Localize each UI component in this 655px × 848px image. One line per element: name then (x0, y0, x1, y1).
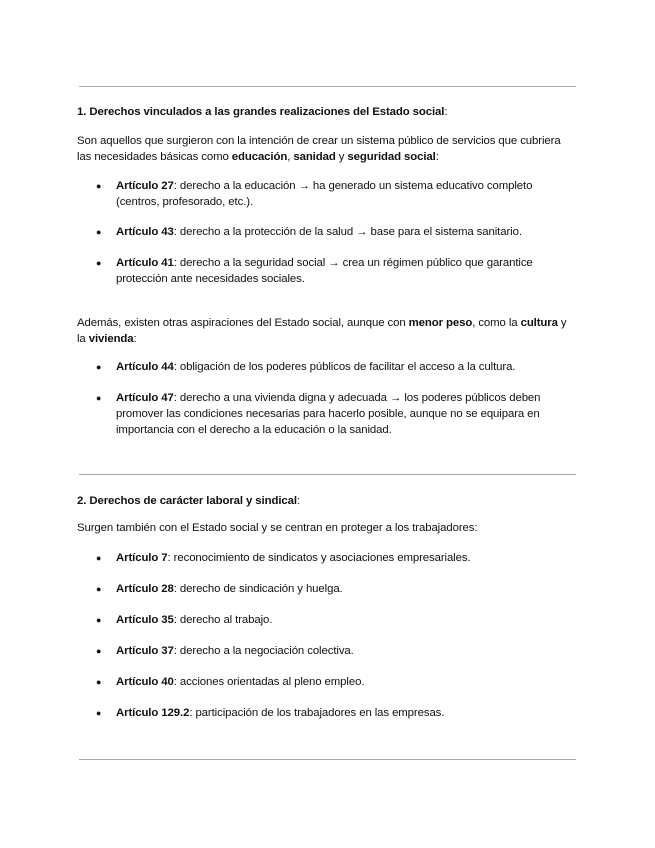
extra-text: Además, existen otras aspiraciones del Estado social, aunque con (77, 317, 409, 329)
term-sanidad: sanidad (293, 151, 336, 163)
section-1-extra (77, 315, 577, 347)
list-item (96, 390, 566, 438)
article-description: : derecho a la seguridad social → crea un régimen público que garantice protección ante necesidades sociales. (116, 257, 533, 285)
article-description: : derecho de sindicación y huelga. (173, 583, 343, 595)
list-item (96, 224, 566, 240)
article-label: Artículo 129.2 (116, 707, 190, 719)
article-description: : participación de los trabajadores en las empresas. (189, 707, 445, 719)
list-item (96, 359, 566, 375)
section-2-intro: Surgen también con el Estado social y se centran en proteger a los trabajadores: (77, 522, 478, 534)
extra-separator: , como la (472, 317, 521, 329)
term-vivienda: vivienda (88, 333, 134, 345)
intro-colon: : (435, 151, 439, 163)
term-educacion: educación (231, 151, 288, 163)
section-1-heading (77, 104, 577, 120)
list-item-text (116, 674, 566, 690)
list-item (96, 255, 566, 287)
article-label: Artículo 41 (116, 257, 174, 269)
article-label: Artículo 28 (116, 583, 174, 595)
list-item (96, 612, 566, 628)
list-item-text (116, 390, 566, 438)
section-1-intro (77, 133, 577, 165)
horizontal-rule-top (79, 86, 576, 87)
bullet-icon: ● (96, 362, 102, 372)
bullet-icon: ● (96, 227, 102, 237)
article-description: : derecho a la protección de la salud → base para el sistema sanitario. (173, 226, 522, 238)
list-item-text (116, 359, 566, 375)
section-2-heading-text: 2. Derechos de carácter laboral y sindical (77, 495, 297, 507)
article-label: Artículo 47 (116, 392, 174, 404)
term-seguridad-social: seguridad social (347, 151, 436, 163)
bullet-icon: ● (96, 553, 102, 563)
article-label: Artículo 7 (116, 552, 168, 564)
list-item-text (116, 643, 566, 659)
bullet-icon: ● (96, 615, 102, 625)
term-cultura: cultura (520, 317, 558, 329)
extra-separator: y la (77, 317, 567, 345)
list-item-text (116, 255, 566, 287)
bullet-icon: ● (96, 258, 102, 268)
bullet-icon: ● (96, 708, 102, 718)
article-label: Artículo 40 (116, 676, 174, 688)
list-item-text (116, 612, 566, 628)
article-description: : acciones orientadas al pleno empleo. (173, 676, 365, 688)
term-menor-peso: menor peso (408, 317, 473, 329)
list-item-text (116, 581, 566, 597)
list-item (96, 643, 566, 659)
article-description: : obligación de los poderes públicos de facilitar el acceso a la cultura. (173, 361, 516, 373)
article-description: : reconocimiento de sindicatos y asociaciones empresariales. (167, 552, 471, 564)
article-description: : derecho a la educación → ha generado un sistema educativo completo (centros, profesorado, etc.). (116, 180, 533, 208)
bullet-icon: ● (96, 181, 102, 191)
list-item-text (116, 224, 566, 240)
article-label: Artículo 44 (116, 361, 174, 373)
list-item (96, 581, 566, 597)
list-item (96, 674, 566, 690)
section-2-heading (77, 493, 577, 509)
horizontal-rule-middle (79, 474, 576, 475)
bullet-icon: ● (96, 393, 102, 403)
section-1-heading-text: 1. Derechos vinculados a las grandes realizaciones del Estado social (77, 106, 445, 118)
list-item (96, 550, 566, 566)
article-label: Artículo 43 (116, 226, 174, 238)
bullet-icon: ● (96, 677, 102, 687)
intro-separator: , (287, 151, 294, 163)
list-item (96, 178, 566, 210)
list-item (96, 705, 566, 721)
article-label: Artículo 35 (116, 614, 174, 626)
article-label: Artículo 27 (116, 180, 174, 192)
intro-text: Son aquellos que surgieron con la intención de crear un sistema público de servicios que cubriera las necesidades básicas como (77, 135, 561, 163)
article-description: : derecho a una vivienda digna y adecuada → los poderes públicos deben promover las condiciones necesarias para hacerlo posible, aunque no se equipara en importancia con el derecho a la educación o la sanidad. (116, 392, 541, 436)
bullet-icon: ● (96, 646, 102, 656)
article-description: : derecho a la negociación colectiva. (173, 645, 354, 657)
section-1-heading-colon: : (444, 106, 448, 118)
horizontal-rule-bottom (79, 759, 576, 760)
article-description: : derecho al trabajo. (173, 614, 273, 626)
extra-colon: : (133, 333, 137, 345)
article-label: Artículo 37 (116, 645, 174, 657)
list-item-text (116, 178, 566, 210)
intro-separator: y (335, 151, 348, 163)
list-item-text (116, 550, 566, 566)
bullet-icon: ● (96, 584, 102, 594)
list-item-text (116, 705, 566, 721)
section-2-heading-colon: : (296, 495, 301, 507)
